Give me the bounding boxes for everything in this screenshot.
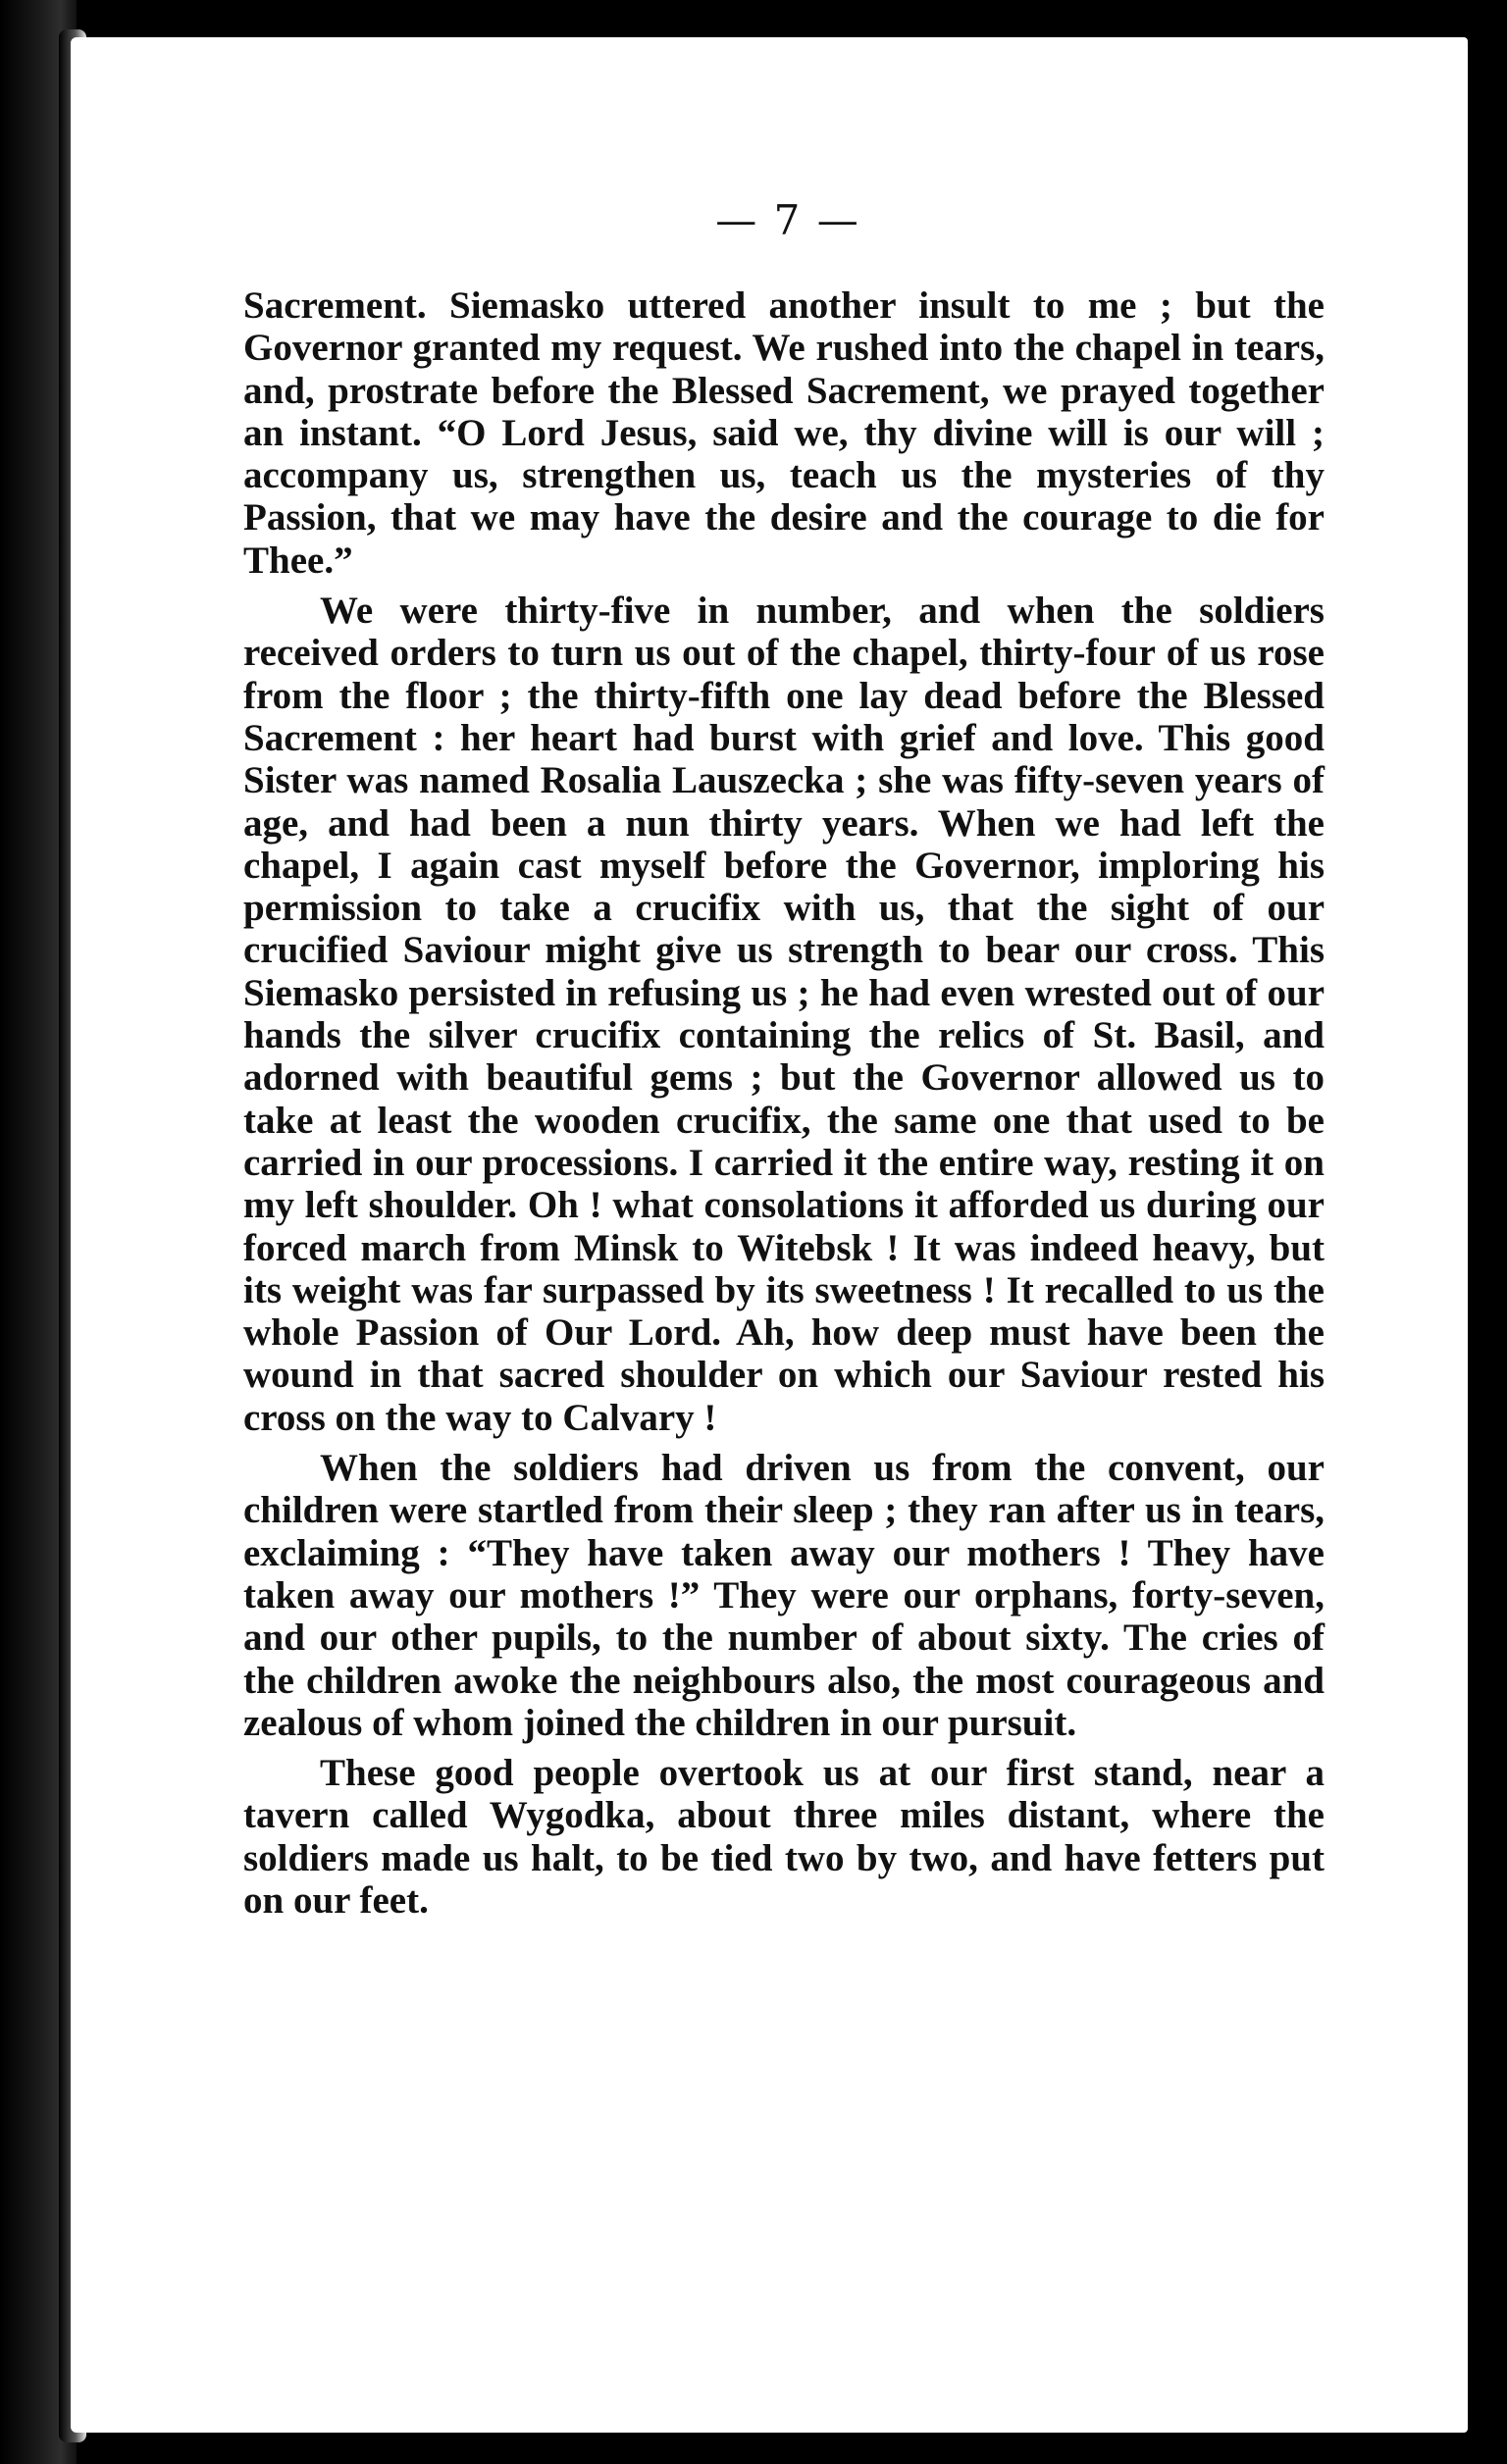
- paragraph-1: Sacrement. Siemasko uttered another insult to me ; but the Governor granted my request. We rushed into the chapel in tears, and, prostrate before the Blessed Sacrement, we prayed together an instant. “O Lord Jesus, said we, thy divine will is our will ; accompany us, strengthen us, teach us the mysteries of thy Passion, that we may have the desire and the courage to die for Thee.”: [243, 284, 1325, 582]
- paragraph-3: When the soldiers had driven us from the convent, our children were startled from their sleep ; they ran after us in tears, exclaiming : “They have taken away our mothers ! They have taken away our mothers !” They were our orphans, forty-seven, and our other pupils, to the number of about sixty. The cries of the children awoke the neighbours also, the most courageous and zealous of whom joined the children in our pursuit.: [243, 1447, 1325, 1744]
- paragraph-2: We were thirty-five in number, and when the soldiers received orders to turn us out of the chapel, thirty-four of us rose from the floor ; the thirty-fifth one lay dead before the Blessed Sacrement : her heart had burst with grief and love. This good Sister was named Rosalia Lauszecka ; she was fifty-seven years of age, and had been a nun thirty years. When we had left the chapel, I again cast myself before the Governor, imploring his permission to take a crucifix with us, that the sight of our crucified Saviour might give us strength to bear our cross. This Siemasko persisted in refusing us ; he had even wrested out of our hands the silver crucifix containing the relics of St. Basil, and adorned with beautiful gems ; but the Governor allowed us to take at least the wooden crucifix, the same one that used to be carried in our processions. I carried it the entire way, resting it on my left shoulder. Oh ! what consolations it afforded us during our forced march from Minsk to Witebsk ! It was indeed heavy, but its weight was far surpassed by its sweetness ! It recalled to us the whole Passion of Our Lord. Ah, how deep must have been the wound in that sacred shoulder on which our Saviour rested his cross on the way to Calvary !: [243, 590, 1325, 1439]
- page-number: — 7 —: [715, 196, 860, 244]
- page-body-text: [243, 284, 1325, 1929]
- paragraph-4: These good people overtook us at our first stand, near a tavern called Wygodka, about three miles distant, where the soldiers made us halt, to be tied two by two, and have fetters put on our feet.: [243, 1752, 1325, 1922]
